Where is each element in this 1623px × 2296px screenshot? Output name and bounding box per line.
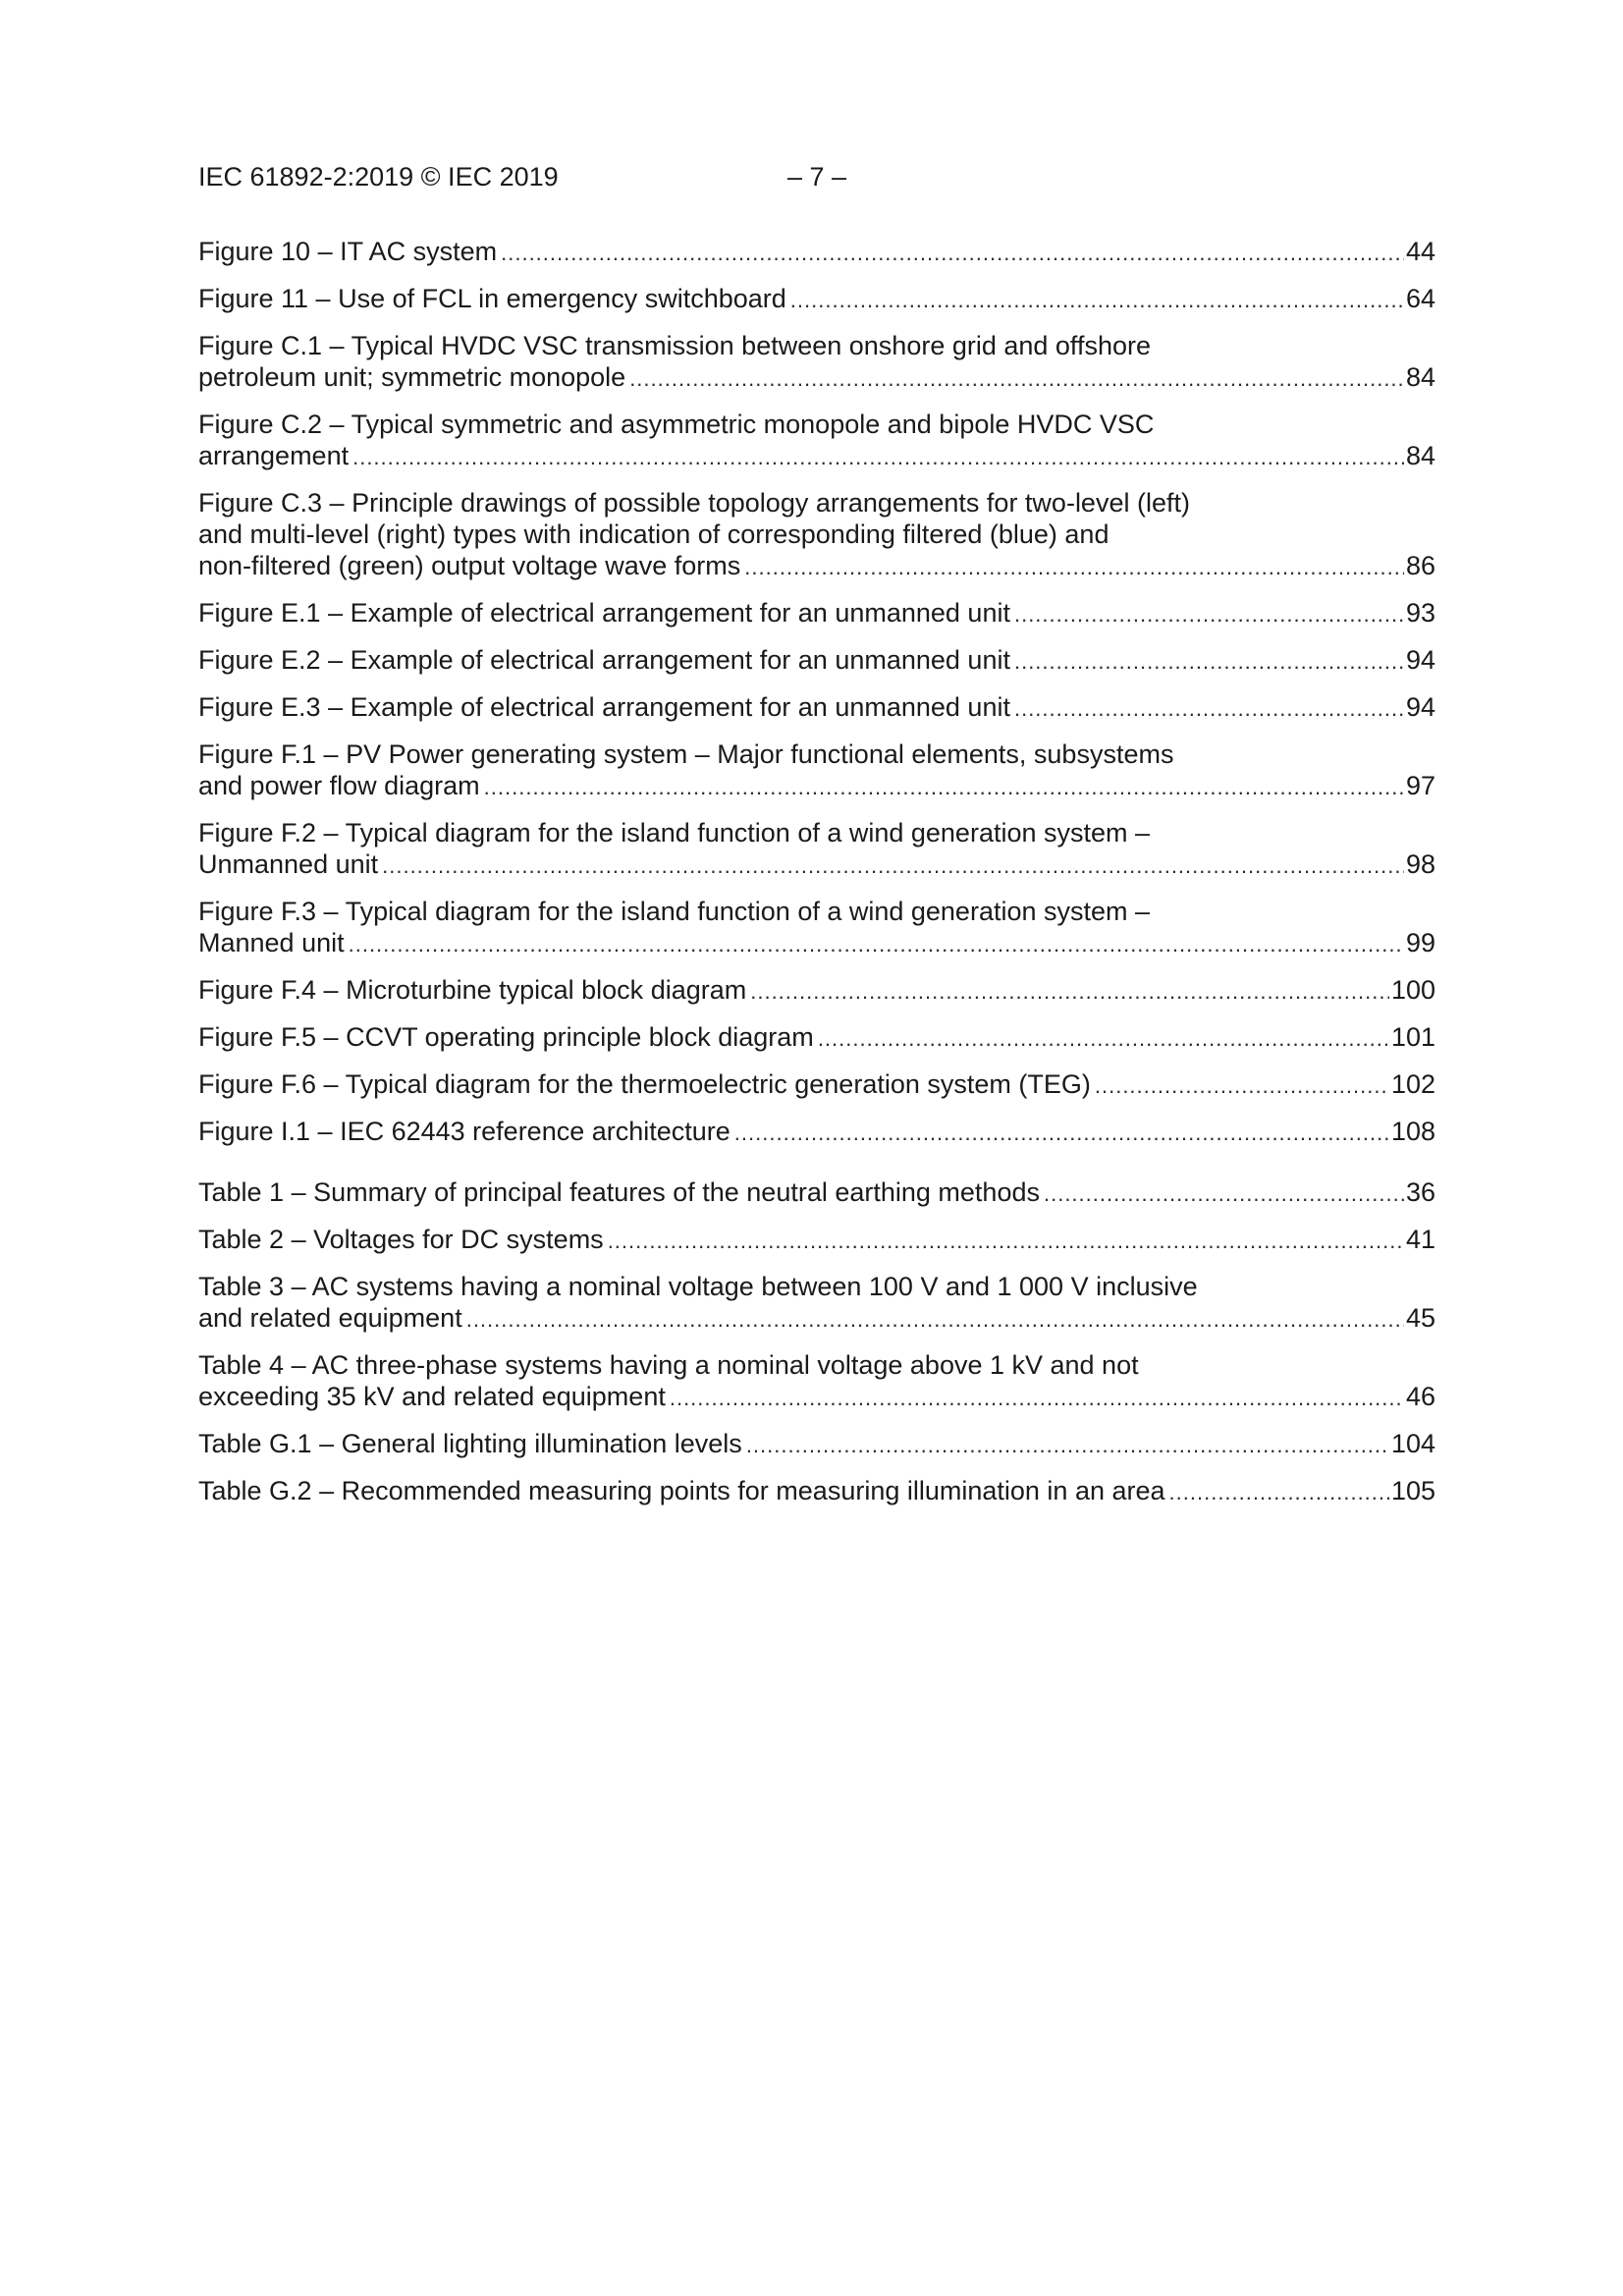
- figure-entry-title-line: Figure 10 – IT AC system: [198, 237, 498, 266]
- dot-leader: [744, 552, 1404, 583]
- figure-entry-title-line: petroleum unit; symmetric monopole: [198, 362, 626, 392]
- list-of-tables: [198, 1176, 1435, 1522]
- figure-entry[interactable]: [198, 1068, 1435, 1102]
- dot-leader: [790, 285, 1404, 316]
- figure-entry-leader-row: [198, 848, 1435, 882]
- figure-entry-leader-row: [198, 691, 1435, 725]
- table-entry-title-line: Table 2 – Voltages for DC systems: [198, 1225, 604, 1254]
- figure-entry[interactable]: [198, 1021, 1435, 1055]
- figure-entry-title-line: Figure 11 – Use of FCL in emergency switchboard: [198, 284, 786, 313]
- dot-leader: [1044, 1178, 1404, 1210]
- figure-entry[interactable]: [198, 974, 1435, 1008]
- figure-entry-page-number: 84: [1405, 362, 1435, 392]
- figure-entry[interactable]: [198, 236, 1435, 269]
- figure-entry[interactable]: [198, 487, 1435, 583]
- dot-leader: [484, 772, 1404, 803]
- figure-entry-title-line: Figure F.1 – PV Power generating system – Major functional elements, subsystems: [198, 739, 1174, 769]
- figure-entry-page-number: 86: [1405, 551, 1435, 580]
- figure-entry-leader-row: [198, 1021, 1435, 1055]
- figure-entry-title-line: Manned unit: [198, 928, 345, 957]
- figure-entry-title-line: Unmanned unit: [198, 849, 379, 879]
- figure-entry[interactable]: [198, 409, 1435, 473]
- dot-leader: [349, 929, 1404, 960]
- figure-entry-leader-row: [198, 283, 1435, 316]
- table-entry-title-line: Table 3 – AC systems having a nominal voltage between 100 V and 1 000 V inclusive: [198, 1272, 1198, 1301]
- figure-entry-page-number: 44: [1405, 237, 1435, 266]
- figure-entry-leader-row: [198, 550, 1435, 583]
- figure-entry-title-line: Figure F.5 – CCVT operating principle block diagram: [198, 1022, 814, 1052]
- dot-leader: [501, 238, 1404, 269]
- figure-entry-leader-row: [198, 974, 1435, 1008]
- figure-entry-page-number: 94: [1405, 645, 1435, 675]
- list-of-figures: [198, 236, 1435, 1163]
- figure-entry-title-line: Figure F.2 – Typical diagram for the island function of a wind generation system –: [198, 818, 1151, 847]
- figure-entry-title-line: arrangement: [198, 441, 350, 470]
- dot-leader: [608, 1226, 1404, 1257]
- table-entry-page-number: 104: [1390, 1429, 1435, 1458]
- figure-entry[interactable]: [198, 597, 1435, 630]
- table-entry-page-number: 41: [1405, 1225, 1435, 1254]
- table-entry-title-line: and related equipment: [198, 1303, 462, 1333]
- dot-leader: [1095, 1070, 1389, 1102]
- dot-leader: [818, 1023, 1389, 1055]
- figure-entry[interactable]: [198, 644, 1435, 678]
- figure-entry-page-number: 101: [1390, 1022, 1435, 1052]
- table-entry[interactable]: [198, 1428, 1435, 1461]
- dot-leader: [352, 442, 1404, 473]
- figure-entry-page-number: 84: [1405, 441, 1435, 470]
- page-header: [198, 159, 1435, 194]
- dot-leader: [1014, 599, 1404, 630]
- dot-leader: [746, 1430, 1389, 1461]
- figure-entry[interactable]: [198, 1116, 1435, 1149]
- figure-entry-page-number: 98: [1405, 849, 1435, 879]
- document-reference: IEC 61892-2:2019 © IEC 2019: [198, 162, 559, 191]
- table-entry-page-number: 105: [1390, 1476, 1435, 1505]
- figure-entry-title-line: Figure F.6 – Typical diagram for the thermoelectric generation system (TEG): [198, 1069, 1091, 1099]
- figure-entry-title-line: Figure E.1 – Example of electrical arrangement for an unmanned unit: [198, 598, 1010, 628]
- dot-leader: [1169, 1477, 1389, 1508]
- table-entry-leader-row: [198, 1428, 1435, 1461]
- dot-leader: [1014, 646, 1404, 678]
- figure-entry-leader-row: [198, 644, 1435, 678]
- dot-leader: [750, 976, 1389, 1008]
- figure-entry-leader-row: [198, 440, 1435, 473]
- figure-entry-title-line: Figure E.2 – Example of electrical arrangement for an unmanned unit: [198, 645, 1010, 675]
- figure-entry[interactable]: [198, 738, 1435, 803]
- figure-entry-title-line: Figure C.2 – Typical symmetric and asymmetric monopole and bipole HVDC VSC: [198, 410, 1155, 439]
- table-entry-title-line: Table 1 – Summary of principal features of the neutral earthing methods: [198, 1177, 1040, 1207]
- figure-entry-page-number: 102: [1390, 1069, 1435, 1099]
- dot-leader: [382, 850, 1404, 882]
- figure-entry-leader-row: [198, 1068, 1435, 1102]
- table-entry-title-line: Table 4 – AC three-phase systems having a nominal voltage above 1 kV and not: [198, 1350, 1139, 1380]
- figure-entry-title-line: Figure I.1 – IEC 62443 reference architecture: [198, 1117, 730, 1146]
- figure-entry-page-number: 64: [1405, 284, 1435, 313]
- figure-entry[interactable]: [198, 691, 1435, 725]
- page-number: – 7 –: [787, 162, 847, 191]
- figure-entry-title-line: Figure F.3 – Typical diagram for the island function of a wind generation system –: [198, 897, 1151, 926]
- table-entry-title-line: Table G.1 – General lighting illumination levels: [198, 1429, 742, 1458]
- table-entry[interactable]: [198, 1349, 1435, 1414]
- table-entry[interactable]: [198, 1475, 1435, 1508]
- table-entry[interactable]: [198, 1224, 1435, 1257]
- figure-entry-leader-row: [198, 1116, 1435, 1149]
- dot-leader: [466, 1304, 1404, 1336]
- table-entry-title-line: Table G.2 – Recommended measuring points for measuring illumination in an area: [198, 1476, 1165, 1505]
- figure-entry[interactable]: [198, 283, 1435, 316]
- table-entry-page-number: 36: [1405, 1177, 1435, 1207]
- table-entry-title-line: exceeding 35 kV and related equipment: [198, 1382, 666, 1411]
- figure-entry-page-number: 93: [1405, 598, 1435, 628]
- table-entry-leader-row: [198, 1475, 1435, 1508]
- table-entry-page-number: 45: [1405, 1303, 1435, 1333]
- table-entry-page-number: 46: [1405, 1382, 1435, 1411]
- figure-entry-title-line: Figure F.4 – Microturbine typical block diagram: [198, 975, 747, 1005]
- figure-entry-leader-row: [198, 597, 1435, 630]
- figure-entry-page-number: 100: [1390, 975, 1435, 1005]
- figure-entry-leader-row: [198, 361, 1435, 395]
- table-entry-leader-row: [198, 1302, 1435, 1336]
- figure-entry-page-number: 108: [1390, 1117, 1435, 1146]
- figure-entry-page-number: 97: [1405, 771, 1435, 800]
- dot-leader: [670, 1383, 1404, 1414]
- figure-entry-title-line: non-filtered (green) output voltage wave forms: [198, 551, 741, 580]
- figure-entry-leader-row: [198, 927, 1435, 960]
- table-entry-leader-row: [198, 1224, 1435, 1257]
- figure-entry-leader-row: [198, 770, 1435, 803]
- figure-entry-leader-row: [198, 236, 1435, 269]
- figure-entry[interactable]: [198, 896, 1435, 960]
- figure-entry[interactable]: [198, 330, 1435, 395]
- figure-entry-title-line: Figure E.3 – Example of electrical arrangement for an unmanned unit: [198, 692, 1010, 722]
- figure-entry-title-line: Figure C.3 – Principle drawings of possible topology arrangements for two-level (left): [198, 488, 1190, 518]
- dot-leader: [1014, 693, 1404, 725]
- dot-leader: [629, 363, 1404, 395]
- dot-leader: [734, 1118, 1389, 1149]
- figure-entry[interactable]: [198, 817, 1435, 882]
- table-entry[interactable]: [198, 1176, 1435, 1210]
- table-entry-leader-row: [198, 1381, 1435, 1414]
- table-entry-leader-row: [198, 1176, 1435, 1210]
- figure-entry-title-line: and multi-level (right) types with indication of corresponding filtered (blue) and: [198, 519, 1109, 549]
- figure-entry-title-line: and power flow diagram: [198, 771, 480, 800]
- figure-entry-title-line: Figure C.1 – Typical HVDC VSC transmission between onshore grid and offshore: [198, 331, 1151, 360]
- figure-entry-page-number: 99: [1405, 928, 1435, 957]
- table-entry[interactable]: [198, 1271, 1435, 1336]
- figure-entry-page-number: 94: [1405, 692, 1435, 722]
